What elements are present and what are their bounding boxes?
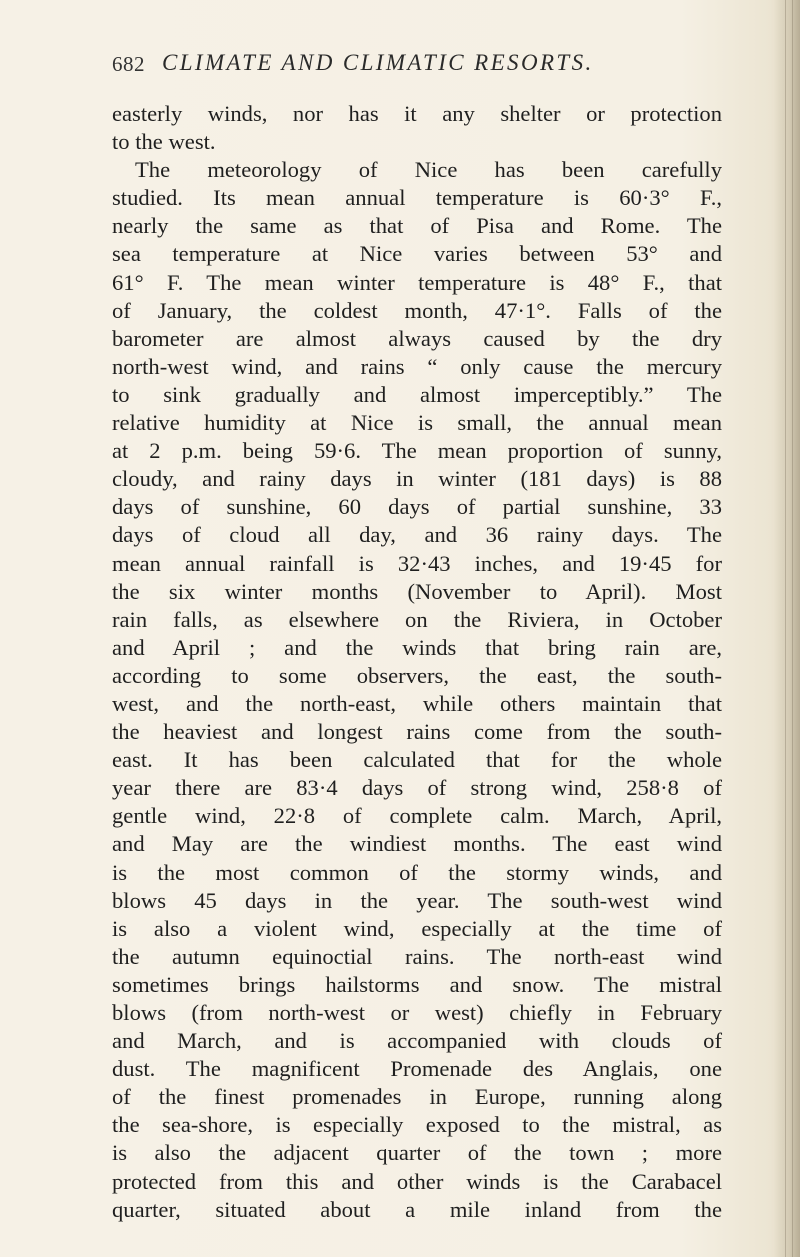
- page-number: 682: [112, 52, 145, 76]
- page-edge-line: [785, 0, 786, 1257]
- text-line: at 2 p.m. being 59·6. The mean proportion of sunny,: [112, 438, 722, 464]
- text-line: and April ; and the winds that bring rain are,: [112, 634, 722, 660]
- text-line: studied. Its mean annual temperature is 60·3° F.,: [112, 185, 722, 211]
- text-line: east. It has been calculated that for the whole: [112, 747, 722, 773]
- text-line: of January, the coldest month, 47·1°. Falls of the: [112, 297, 722, 323]
- text-line: cloudy, and rainy days in winter (181 days) is 88: [112, 466, 722, 492]
- text-line: barometer are almost always caused by the dry: [112, 325, 722, 351]
- text-line: is also a violent wind, especially at the time of: [112, 915, 722, 941]
- text-line: and March, and is accompanied with clouds of: [112, 1028, 722, 1054]
- text-line: the six winter months (November to April). Most: [112, 578, 722, 604]
- text-line: protected from this and other winds is the Carabacel: [112, 1168, 722, 1194]
- text-line: The meteorology of Nice has been carefully: [135, 157, 722, 183]
- text-line: relative humidity at Nice is small, the annual mean: [112, 410, 722, 436]
- text-line: west, and the north-east, while others maintain that: [112, 690, 722, 716]
- text-line: to the west.: [112, 129, 216, 155]
- text-line: the sea-shore, is especially exposed to the mistral, as: [112, 1112, 722, 1138]
- text-line: gentle wind, 22·8 of complete calm. March, April,: [112, 803, 722, 829]
- text-line: days of cloud all day, and 36 rainy days. The: [112, 522, 722, 548]
- text-line: rain falls, as elsewhere on the Riviera, in October: [112, 606, 722, 632]
- text-line: mean annual rainfall is 32·43 inches, and 19·45 for: [112, 550, 722, 576]
- page-edge-line: [792, 0, 793, 1257]
- page-header: [112, 50, 712, 84]
- running-title: CLIMATE AND CLIMATIC RESORTS.: [162, 50, 594, 75]
- text-line: blows (from north-west or west) chiefly in February: [112, 1000, 722, 1025]
- text-line: blows 45 days in the year. The south-west wind: [112, 887, 722, 913]
- page-edge-shadow: [774, 0, 800, 1257]
- text-line: quarter, situated about a mile inland from the: [112, 1196, 722, 1222]
- text-line: dust. The magnificent Promenade des Anglais, one: [112, 1056, 722, 1082]
- text-line: the heaviest and longest rains come from the south-: [112, 719, 722, 745]
- text-line: sometimes brings hailstorms and snow. The mistral: [112, 971, 722, 997]
- text-line: of the finest promenades in Europe, running along: [112, 1084, 722, 1110]
- text-line: to sink gradually and almost imperceptibly.” The: [112, 381, 722, 407]
- text-line: is the most common of the stormy winds, and: [112, 859, 722, 885]
- text-line: sea temperature at Nice varies between 53° and: [112, 241, 722, 267]
- text-line: according to some observers, the east, the south-: [112, 662, 722, 688]
- text-line: and May are the windiest months. The east wind: [112, 831, 722, 857]
- text-line: nearly the same as that of Pisa and Rome. The: [112, 213, 722, 239]
- text-line: year there are 83·4 days of strong wind, 258·8 of: [112, 775, 722, 801]
- text-line: is also the adjacent quarter of the town ; more: [112, 1140, 722, 1166]
- text-line: days of sunshine, 60 days of partial sunshine, 33: [112, 494, 722, 520]
- text-line: 61° F. The mean winter temperature is 48° F., that: [112, 269, 722, 295]
- text-line: north-west wind, and rains “ only cause the mercury: [112, 353, 722, 379]
- text-line: easterly winds, nor has it any shelter or protection: [112, 101, 722, 126]
- text-line: the autumn equinoctial rains. The north-east wind: [112, 943, 722, 969]
- body-text: [112, 100, 722, 1224]
